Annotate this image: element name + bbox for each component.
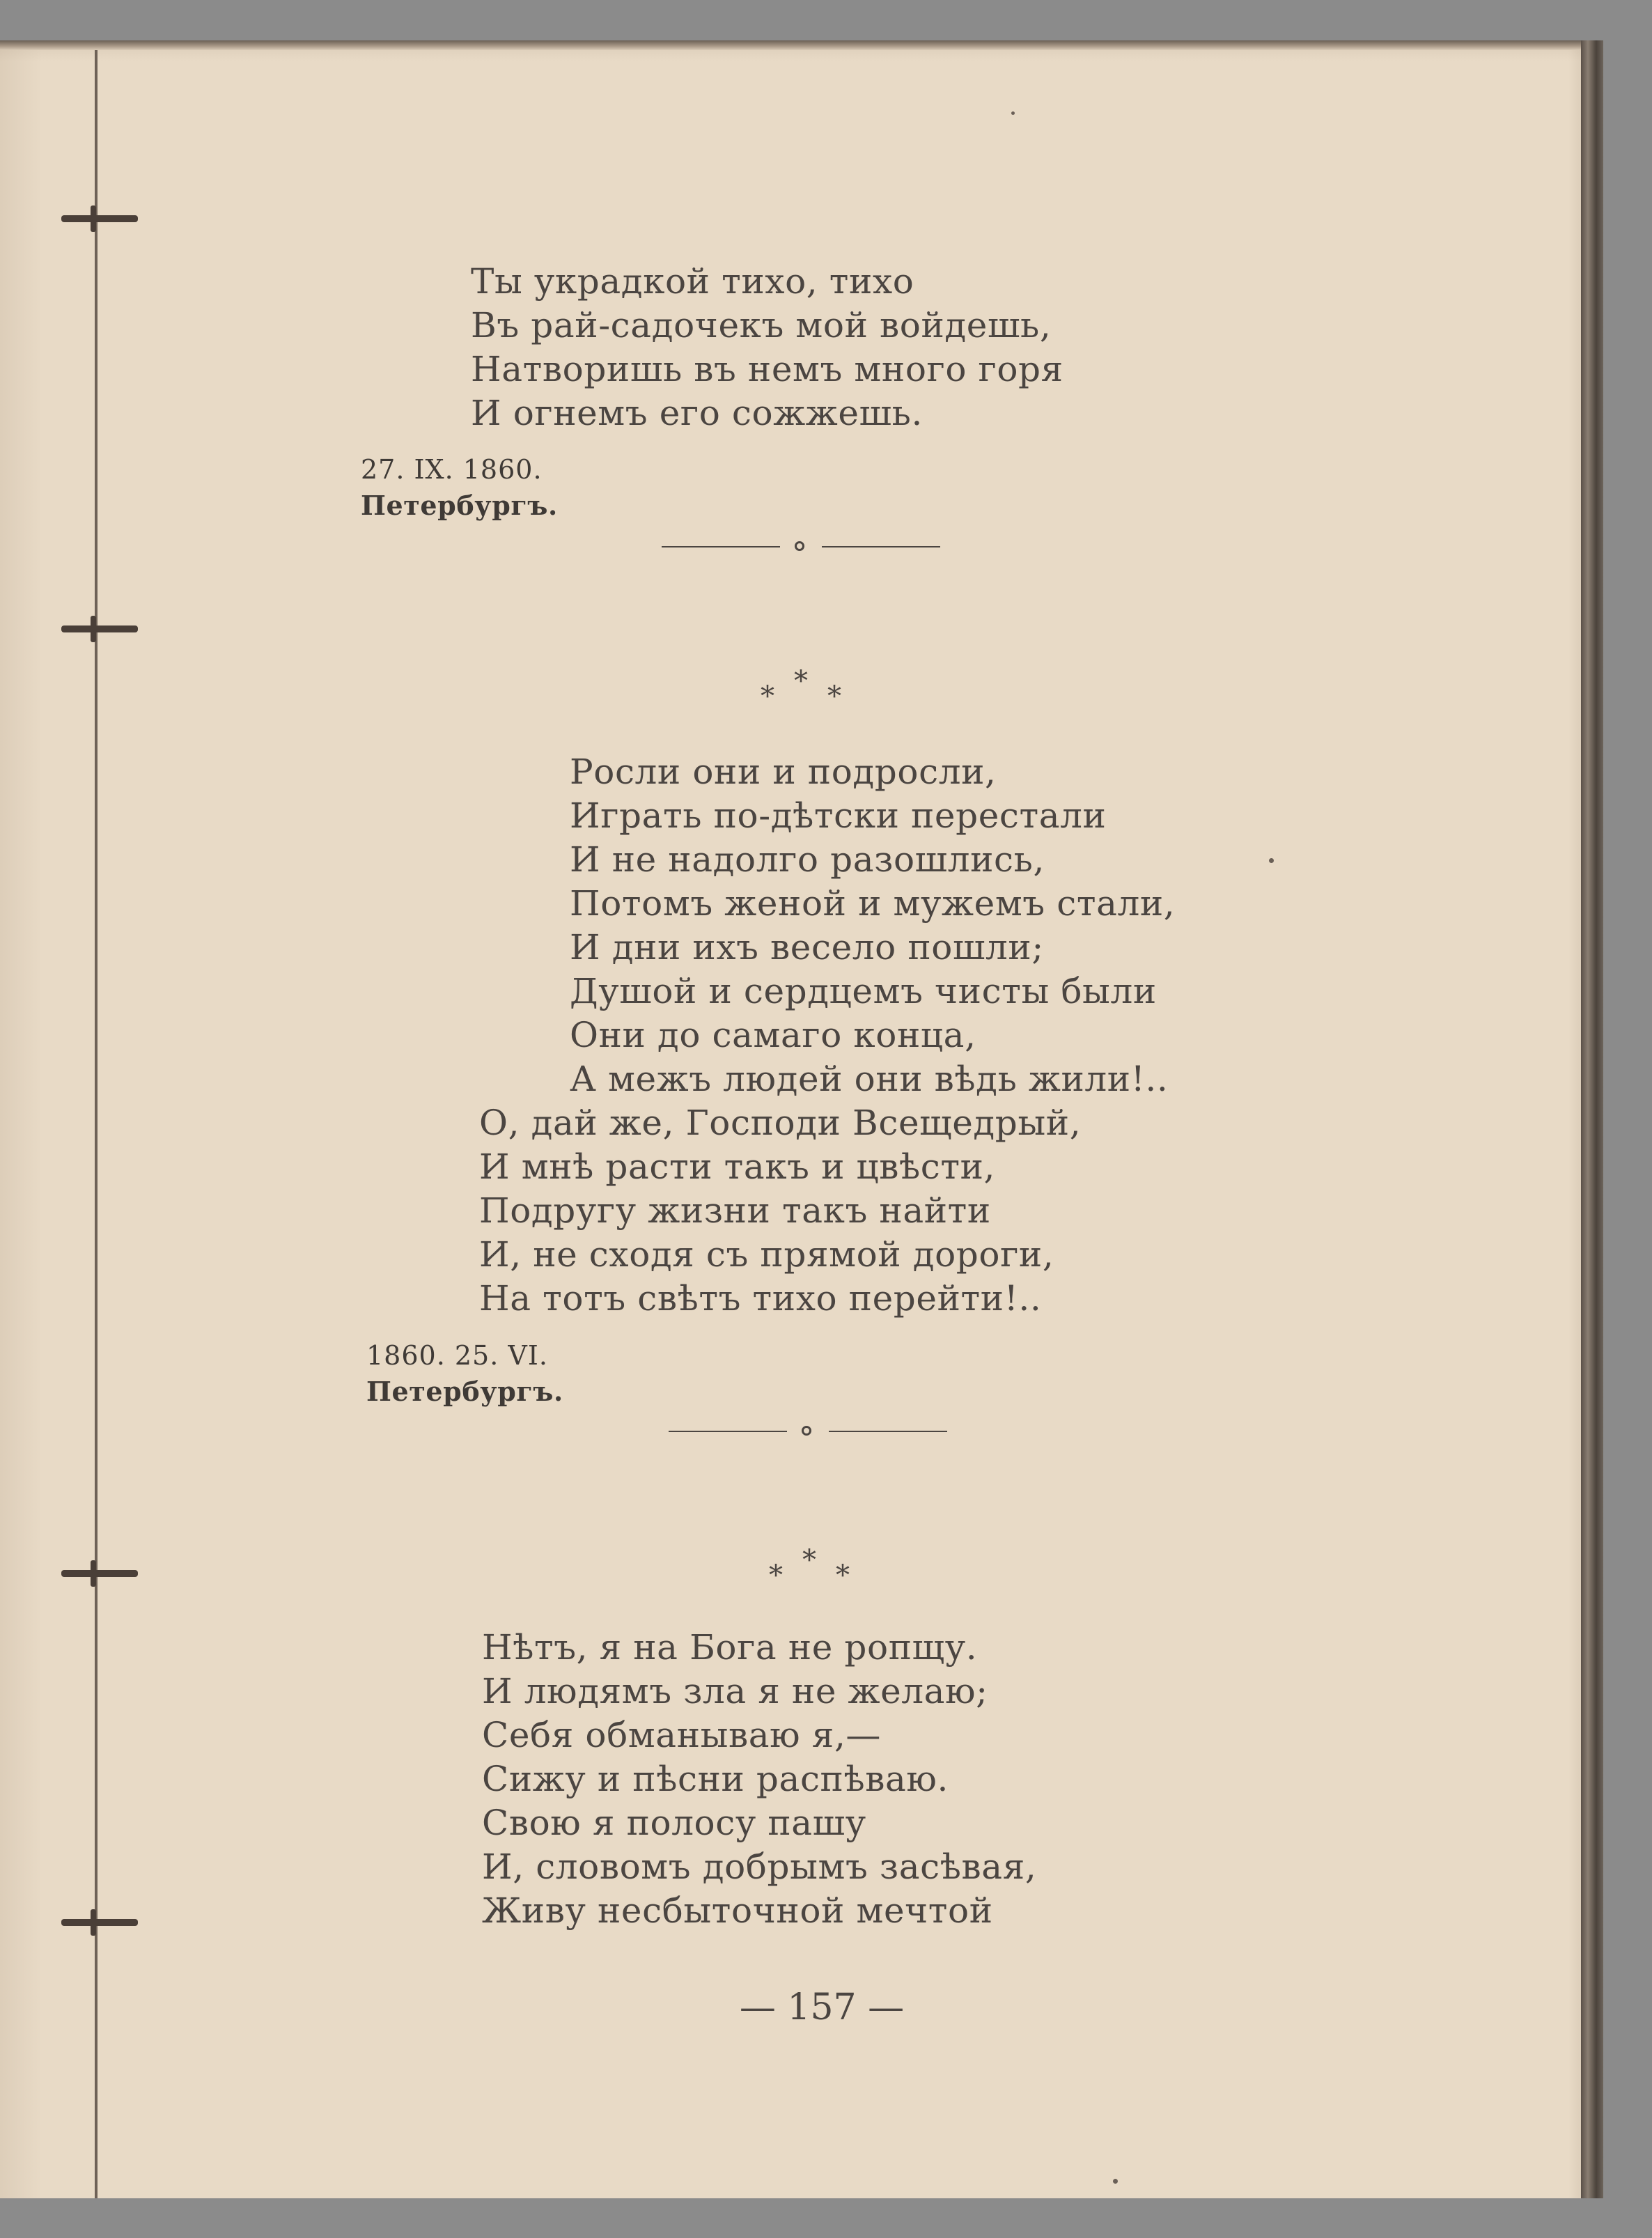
paper-speck <box>1113 2179 1118 2184</box>
page-number: — 157 — <box>739 1987 905 2028</box>
verse-line: И, словомъ добрымъ засѣвая, <box>482 1847 1037 1887</box>
asterisk-icon: * <box>794 665 808 697</box>
asterisk-icon: * <box>761 681 774 713</box>
poem-1-date: 27. IX. 1860. <box>361 454 543 485</box>
binding-stitch <box>61 215 138 222</box>
verse-line: Нѣтъ, я на Бога не ропщу. <box>482 1627 978 1668</box>
binding-spine <box>95 50 98 2198</box>
verse-line: Душой и сердцемъ чисты были <box>570 971 1157 1011</box>
verse-line: Потомъ женой и мужемъ стали, <box>570 883 1176 924</box>
binding-stitch <box>61 1919 138 1926</box>
paper-speck <box>1011 111 1015 115</box>
verse-line: Сижу и пѣсни распѣваю. <box>482 1759 949 1799</box>
verse-line: Играть по-дѣтски перестали <box>570 795 1107 836</box>
poem-3-asterism <box>769 1546 852 1595</box>
verse-line: И людямъ зла я не желаю; <box>482 1671 988 1711</box>
asterisk-icon: * <box>836 1560 850 1592</box>
verse-line: И дни ихъ весело пошли; <box>570 927 1044 968</box>
verse-line: Подругу жизни такъ найти <box>479 1190 991 1231</box>
section-divider <box>662 536 940 557</box>
verse-line: И мнѣ расти такъ и цвѣсти, <box>479 1147 996 1187</box>
book-right-edge <box>1581 40 1603 2198</box>
section-divider <box>669 1421 947 1442</box>
poem-1-verse <box>471 260 1063 435</box>
poem-1-place: Петербургъ. <box>361 490 558 521</box>
verse-line: Они до самаго конца, <box>570 1015 976 1055</box>
poem-2-verse-indented <box>570 750 1175 1101</box>
poem-2-asterism <box>761 667 844 716</box>
verse-line: Живу несбыточной мечтой <box>482 1890 993 1931</box>
verse-line: А межъ людей они вѣдь жили!.. <box>570 1059 1169 1099</box>
poem-2-date: 1860. 25. VI. <box>366 1340 548 1371</box>
verse-line: Въ рай-садочекъ мой войдешь, <box>471 305 1052 345</box>
verse-line: И огнемъ его сожжешь. <box>471 393 923 433</box>
poem-2-verse <box>479 1101 1081 1321</box>
page-top-edge <box>0 40 1596 50</box>
divider-ring-icon <box>795 541 804 551</box>
verse-line: Свою я полосу пашу <box>482 1803 866 1843</box>
verse-line: Себя обманываю я,— <box>482 1715 882 1755</box>
binding-stitch <box>61 625 138 632</box>
binding-stitch <box>61 1570 138 1577</box>
verse-line: И не надолго разошлись, <box>570 839 1045 880</box>
asterisk-icon: * <box>802 1544 816 1576</box>
poem-2-place: Петербургъ. <box>366 1376 563 1407</box>
asterisk-icon: * <box>769 1560 783 1592</box>
poem-3-verse <box>482 1626 1036 1933</box>
asterisk-icon: * <box>827 681 841 713</box>
verse-line: Натворишь въ немъ много горя <box>471 349 1063 389</box>
verse-line: На тотъ свѣтъ тихо перейти!.. <box>479 1278 1042 1319</box>
verse-line: Ты украдкой тихо, тихо <box>471 261 914 302</box>
paper-speck <box>1269 858 1274 863</box>
verse-line: О, дай же, Господи Всещедрый, <box>479 1103 1082 1143</box>
divider-ring-icon <box>802 1426 811 1436</box>
verse-line: Росли они и подросли, <box>570 752 997 792</box>
verse-line: И, не сходя съ прямой дороги, <box>479 1234 1054 1275</box>
